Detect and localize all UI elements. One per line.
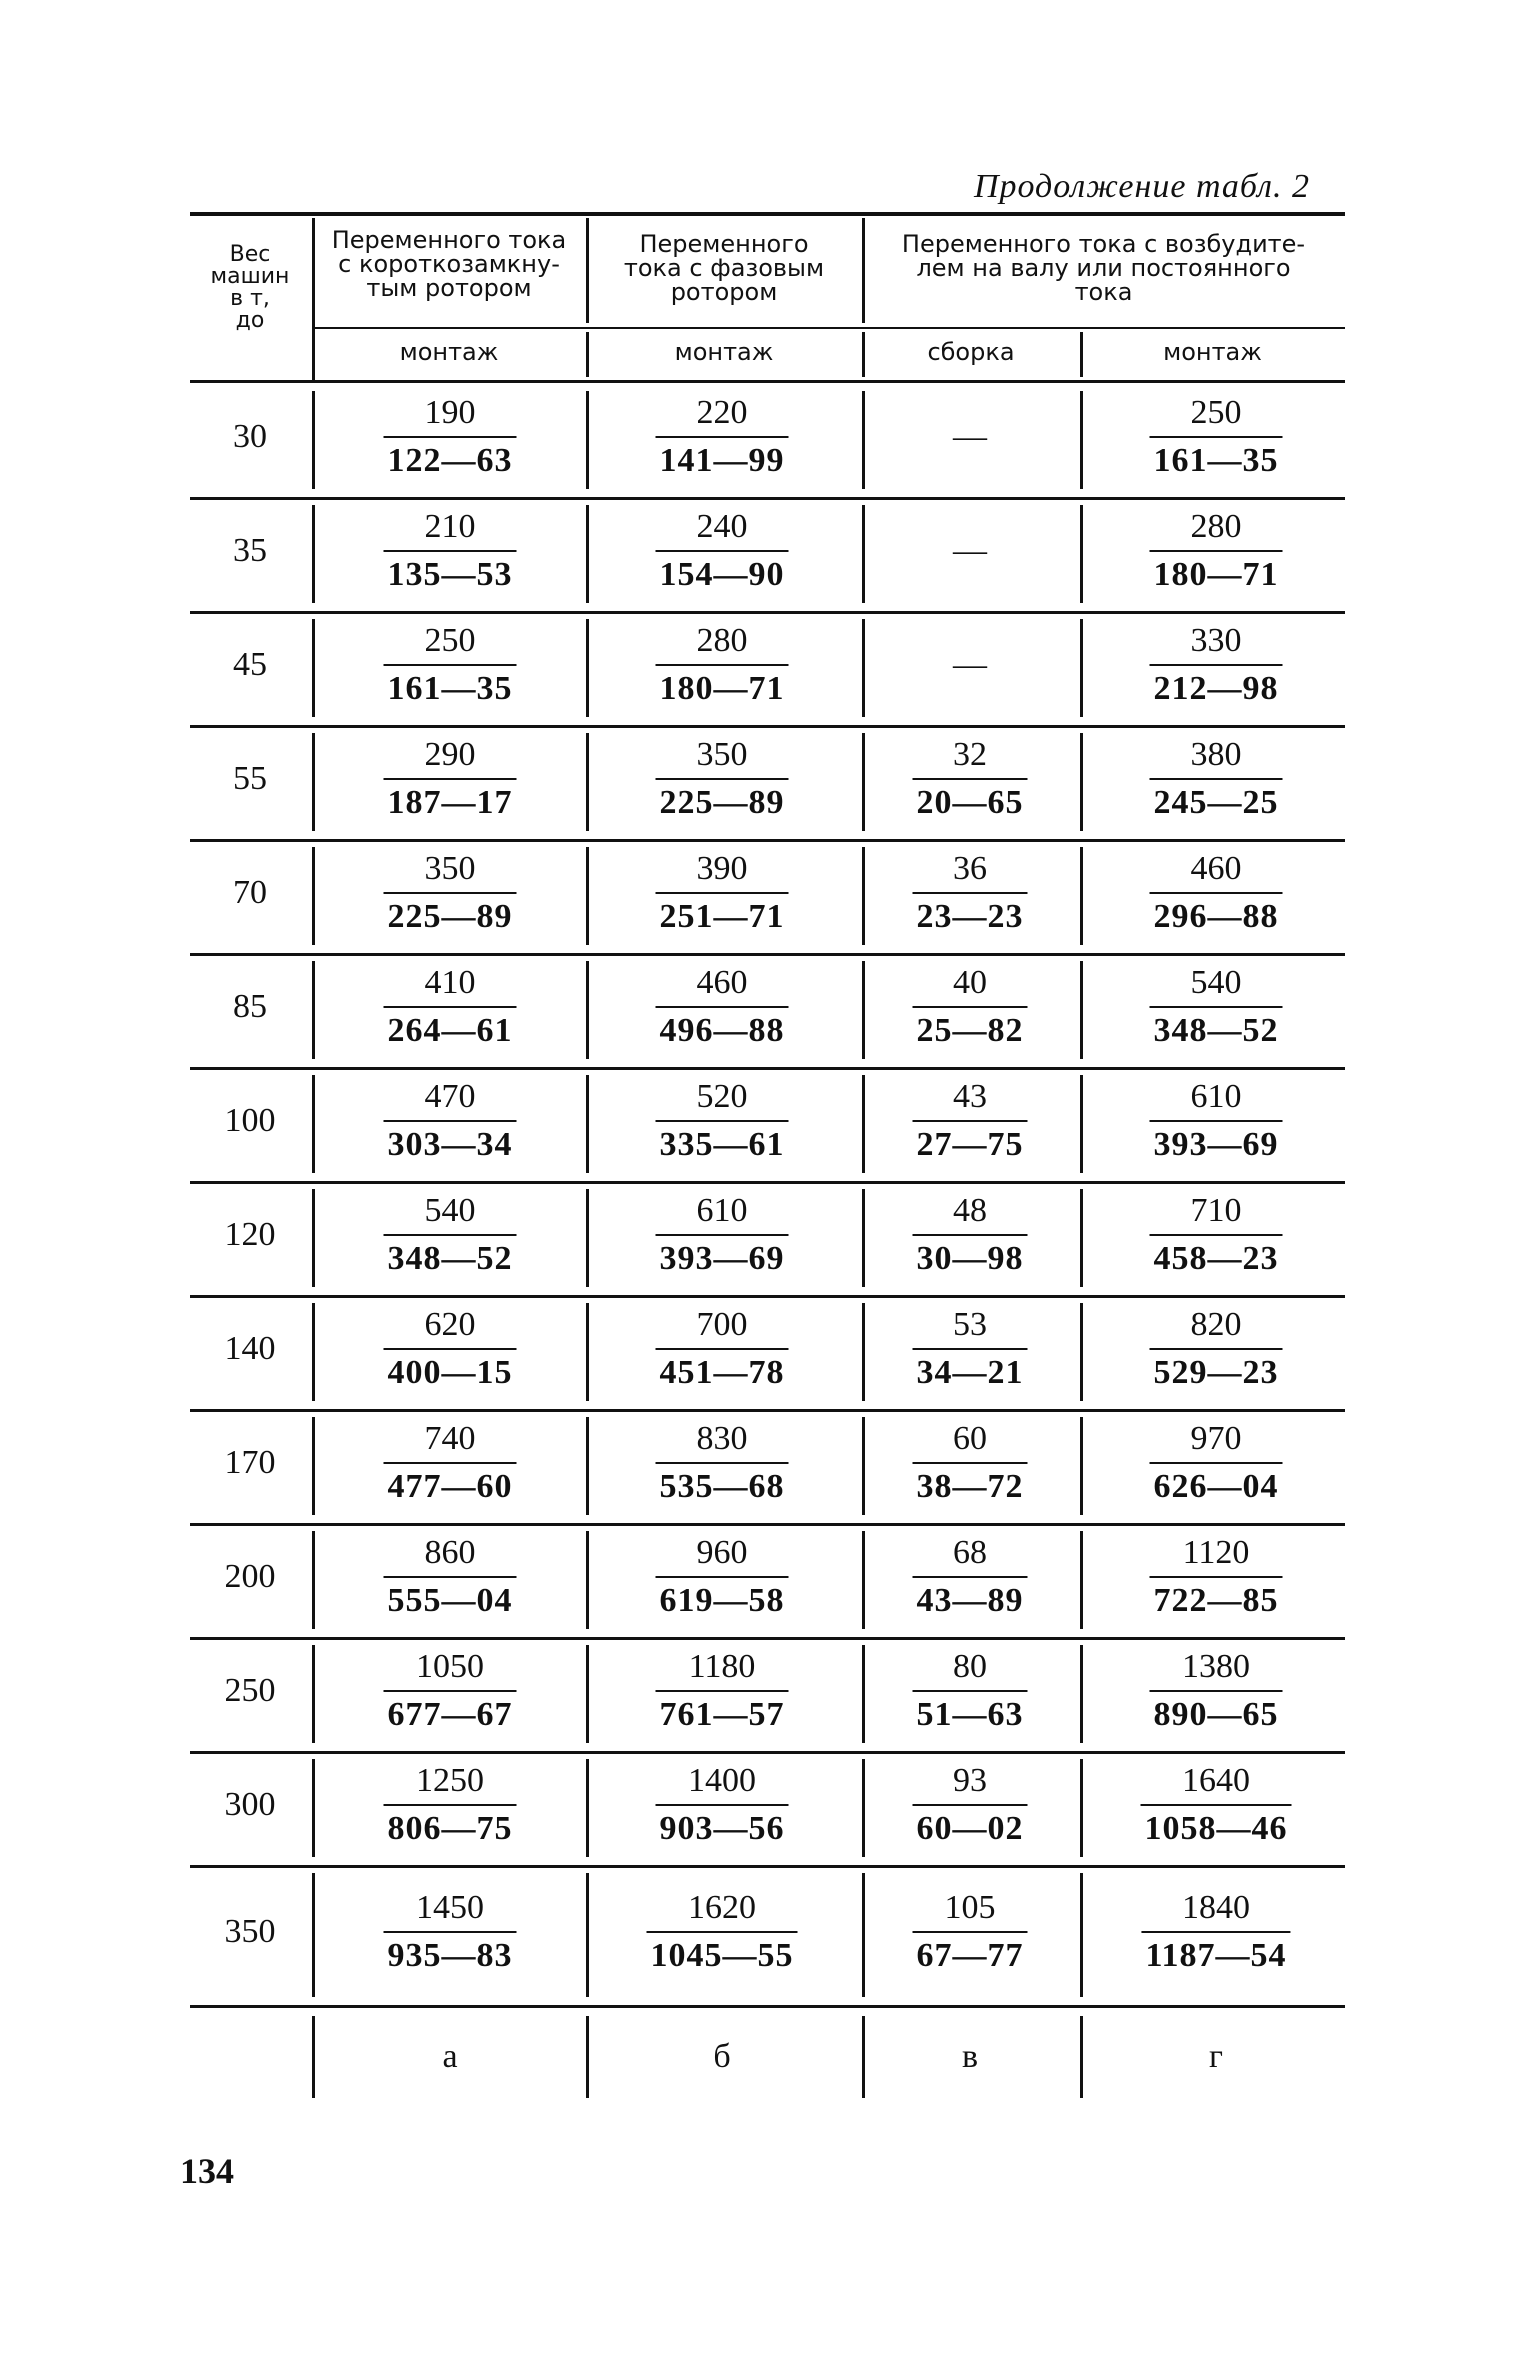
column-divider	[1080, 1303, 1083, 1401]
header-group-a	[312, 228, 586, 300]
column-divider	[586, 1189, 589, 1287]
header-weight	[190, 244, 310, 332]
column-divider	[312, 1531, 315, 1629]
fraction-denominator: 43—89	[913, 1576, 1028, 1620]
subheader-sub_a: монтаж	[399, 338, 499, 366]
fraction-numerator: 740	[424, 1420, 476, 1457]
fraction-numerator: 190	[424, 394, 476, 431]
column-divider	[862, 1075, 865, 1173]
column-divider	[312, 1189, 315, 1287]
fraction-denominator: 187—17	[384, 778, 517, 822]
header-group-b-line: ротором	[670, 278, 778, 306]
column-divider	[312, 733, 315, 831]
fraction-cell-c	[913, 736, 1028, 822]
fraction-numerator: 1620	[688, 1889, 756, 1926]
header-group-a-line: тым ротором	[366, 274, 532, 302]
fraction-numerator: 43	[953, 1078, 987, 1115]
fraction-denominator: 1187—54	[1141, 1931, 1290, 1975]
fraction-denominator: 535—68	[656, 1462, 789, 1506]
fraction-denominator: 806—75	[384, 1804, 517, 1848]
table-top-rule	[190, 212, 1345, 216]
fraction-cell-c	[913, 1420, 1028, 1506]
row-rule	[190, 1067, 1345, 1070]
column-divider	[862, 2016, 865, 2098]
fraction-numerator: 210	[424, 508, 476, 545]
fraction-cell-b	[656, 964, 789, 1050]
fraction-numerator: 280	[1190, 508, 1242, 545]
fraction-denominator: 722—85	[1150, 1576, 1283, 1620]
fraction-cell-d	[1150, 1078, 1283, 1164]
column-divider	[586, 1873, 589, 1997]
fraction-numerator: 390	[696, 850, 748, 887]
fraction-denominator: 27—75	[913, 1120, 1028, 1164]
fraction-numerator: 410	[424, 964, 476, 1001]
fraction-numerator: 290	[424, 736, 476, 773]
fraction-cell-b	[656, 1192, 789, 1278]
column-divider	[586, 1417, 589, 1515]
fraction-numerator: 32	[953, 736, 987, 773]
column-divider	[312, 505, 315, 603]
column-divider	[586, 505, 589, 603]
fraction-cell-d	[1150, 508, 1283, 594]
fraction-numerator: 470	[424, 1078, 476, 1115]
fraction-numerator: 330	[1190, 622, 1242, 659]
weight-cell: 55	[233, 760, 267, 797]
header-bottom-rule	[190, 380, 1345, 383]
fraction-denominator: 122—63	[384, 436, 517, 480]
column-divider	[1080, 961, 1083, 1059]
fraction-numerator: 80	[953, 1648, 987, 1685]
row-rule	[190, 1181, 1345, 1184]
column-divider	[862, 1417, 865, 1515]
fraction-denominator: 393—69	[656, 1234, 789, 1278]
column-divider	[862, 505, 865, 603]
fraction-cell-c	[913, 1889, 1028, 1975]
fraction-denominator: 180—71	[656, 664, 789, 708]
fraction-numerator: 620	[424, 1306, 476, 1343]
fraction-numerator: 250	[424, 622, 476, 659]
column-divider	[1080, 1759, 1083, 1857]
header-group-b	[586, 232, 862, 304]
subheader-sub_c: сборка	[927, 338, 1015, 366]
fraction-cell-b	[647, 1889, 798, 1975]
header-group-a-line: с короткозамкну-	[338, 250, 560, 278]
column-divider	[1080, 1075, 1083, 1173]
fraction-denominator: 51—63	[913, 1690, 1028, 1734]
column-divider	[586, 2016, 589, 2098]
row-rule	[190, 2005, 1345, 2008]
fraction-cell-c	[913, 1762, 1028, 1848]
fraction-numerator: 60	[953, 1420, 987, 1457]
fraction-denominator: 225—89	[384, 892, 517, 936]
fraction-numerator: 380	[1190, 736, 1242, 773]
fraction-cell-d	[1150, 1192, 1283, 1278]
table-caption: Продолжение табл. 2	[973, 168, 1310, 205]
fraction-numerator: 1640	[1182, 1762, 1250, 1799]
fraction-cell-d	[1150, 964, 1283, 1050]
fraction-numerator: 48	[953, 1192, 987, 1229]
fraction-denominator: 60—02	[913, 1804, 1028, 1848]
empty-dash: —	[953, 646, 987, 683]
weight-cell: 300	[224, 1786, 276, 1823]
fraction-numerator: 105	[944, 1889, 996, 1926]
weight-cell: 85	[233, 988, 267, 1025]
fraction-cell-d	[1150, 1420, 1283, 1506]
row-rule	[190, 1409, 1345, 1412]
fraction-numerator: 93	[953, 1762, 987, 1799]
fraction-denominator: 161—35	[384, 664, 517, 708]
header-group-cd	[862, 232, 1345, 304]
column-divider	[586, 733, 589, 831]
fraction-numerator: 280	[696, 622, 748, 659]
column-letter-d: г	[1209, 2038, 1223, 2075]
fraction-denominator: 348—52	[1150, 1006, 1283, 1050]
fraction-numerator: 540	[1190, 964, 1242, 1001]
column-divider	[862, 847, 865, 945]
fraction-cell-b	[656, 1078, 789, 1164]
fraction-numerator: 830	[696, 1420, 748, 1457]
fraction-denominator: 38—72	[913, 1462, 1028, 1506]
row-rule	[190, 611, 1345, 614]
column-letter-b: б	[713, 2038, 731, 2075]
column-divider	[862, 1303, 865, 1401]
column-divider	[1080, 733, 1083, 831]
fraction-denominator: 23—23	[913, 892, 1028, 936]
fraction-cell-b	[656, 1306, 789, 1392]
weight-cell: 70	[233, 874, 267, 911]
fraction-cell-a	[384, 1889, 517, 1975]
column-divider	[862, 1759, 865, 1857]
fraction-denominator: 761—57	[656, 1690, 789, 1734]
column-divider	[586, 619, 589, 717]
fraction-denominator: 529—23	[1150, 1348, 1283, 1392]
header-group-cd-line: лем на валу или постоянного	[916, 254, 1291, 282]
weight-cell: 140	[224, 1330, 276, 1367]
fraction-cell-c	[913, 1534, 1028, 1620]
fraction-numerator: 610	[696, 1192, 748, 1229]
fraction-cell-b	[656, 736, 789, 822]
fraction-denominator: 451—78	[656, 1348, 789, 1392]
column-divider	[1080, 847, 1083, 945]
fraction-numerator: 1380	[1182, 1648, 1250, 1685]
fraction-denominator: 890—65	[1150, 1690, 1283, 1734]
weight-cell: 120	[224, 1216, 276, 1253]
fraction-cell-a	[384, 1420, 517, 1506]
subheader-sub_b: монтаж	[674, 338, 774, 366]
fraction-denominator: 20—65	[913, 778, 1028, 822]
fraction-numerator: 1050	[416, 1648, 484, 1685]
header-group-a-line: Переменного тока	[331, 226, 567, 254]
weight-cell: 250	[224, 1672, 276, 1709]
fraction-numerator: 1450	[416, 1889, 484, 1926]
fraction-denominator: 400—15	[384, 1348, 517, 1392]
column-divider	[312, 1417, 315, 1515]
empty-dash: —	[953, 532, 987, 569]
fraction-numerator: 350	[696, 736, 748, 773]
weight-cell: 35	[233, 532, 267, 569]
fraction-cell-c	[913, 850, 1028, 936]
fraction-denominator: 180—71	[1150, 550, 1283, 594]
column-divider	[862, 961, 865, 1059]
fraction-denominator: 335—61	[656, 1120, 789, 1164]
column-divider	[1080, 1531, 1083, 1629]
row-rule	[190, 725, 1345, 728]
fraction-numerator: 220	[696, 394, 748, 431]
subheader-sub_d: монтаж	[1163, 338, 1262, 366]
fraction-cell-b	[656, 1648, 789, 1734]
column-divider	[1080, 1189, 1083, 1287]
fraction-cell-a	[384, 964, 517, 1050]
column-divider	[586, 961, 589, 1059]
fraction-numerator: 540	[424, 1192, 476, 1229]
page-number: 134	[180, 2151, 234, 2191]
fraction-cell-d	[1150, 1648, 1283, 1734]
fraction-cell-d	[1150, 736, 1283, 822]
fraction-cell-d	[1150, 1534, 1283, 1620]
fraction-cell-b	[656, 850, 789, 936]
fraction-numerator: 610	[1190, 1078, 1242, 1115]
column-divider	[1080, 619, 1083, 717]
header-weight-line: в т,	[230, 286, 270, 311]
fraction-denominator: 296—88	[1150, 892, 1283, 936]
fraction-denominator: 141—99	[656, 436, 789, 480]
row-rule	[190, 839, 1345, 842]
column-divider	[312, 2016, 315, 2098]
column-divider	[586, 1075, 589, 1173]
fraction-cell-c	[913, 964, 1028, 1050]
row-rule	[190, 1295, 1345, 1298]
fraction-cell-b	[656, 1420, 789, 1506]
column-divider	[1080, 2016, 1083, 2098]
column-divider	[312, 1645, 315, 1743]
fraction-cell-d	[1150, 394, 1283, 480]
fraction-numerator: 970	[1190, 1420, 1242, 1457]
column-divider	[586, 1759, 589, 1857]
fraction-numerator: 1120	[1182, 1534, 1250, 1571]
weight-cell: 45	[233, 646, 267, 683]
weight-cell: 200	[224, 1558, 276, 1595]
weight-cell: 170	[224, 1444, 276, 1481]
column-divider	[312, 1873, 315, 1997]
fraction-cell-a	[384, 1534, 517, 1620]
column-divider	[862, 1189, 865, 1287]
column-divider	[586, 847, 589, 945]
fraction-cell-b	[656, 1534, 789, 1620]
fraction-cell-c	[913, 1306, 1028, 1392]
fraction-numerator: 860	[424, 1534, 476, 1571]
fraction-cell-a	[384, 850, 517, 936]
header-mid-rule	[312, 327, 1345, 329]
fraction-cell-d	[1150, 850, 1283, 936]
row-rule	[190, 1865, 1345, 1868]
fraction-denominator: 477—60	[384, 1462, 517, 1506]
fraction-denominator: 225—89	[656, 778, 789, 822]
fraction-cell-c	[913, 1648, 1028, 1734]
fraction-denominator: 30—98	[913, 1234, 1028, 1278]
column-divider	[586, 1645, 589, 1743]
header-group-cd-line: Переменного тока с возбудите-	[901, 230, 1306, 258]
fraction-numerator: 820	[1190, 1306, 1242, 1343]
fraction-numerator: 36	[953, 850, 987, 887]
fraction-denominator: 212—98	[1150, 664, 1283, 708]
fraction-cell-d	[1141, 1762, 1292, 1848]
column-divider	[312, 961, 315, 1059]
column-divider	[312, 1303, 315, 1401]
fraction-denominator: 1058—46	[1141, 1804, 1292, 1848]
fraction-denominator: 161—35	[1150, 436, 1283, 480]
fraction-numerator: 710	[1190, 1192, 1242, 1229]
fraction-cell-a	[384, 508, 517, 594]
column-divider	[862, 391, 865, 489]
column-divider	[586, 391, 589, 489]
fraction-denominator: 1045—55	[647, 1931, 798, 1975]
fraction-numerator: 53	[953, 1306, 987, 1343]
column-divider	[862, 1873, 865, 1997]
fraction-numerator: 240	[696, 508, 748, 545]
column-divider	[312, 619, 315, 717]
fraction-numerator: 68	[953, 1534, 987, 1571]
weight-cell: 100	[224, 1102, 276, 1139]
header-group-cd-line: тока	[1074, 278, 1133, 306]
header-weight-line: машин	[210, 264, 290, 289]
fraction-numerator: 250	[1190, 394, 1242, 431]
column-divider	[862, 619, 865, 717]
fraction-denominator: 677—67	[384, 1690, 517, 1734]
column-divider	[312, 1759, 315, 1857]
column-divider	[1080, 1645, 1083, 1743]
fraction-denominator: 393—69	[1150, 1120, 1283, 1164]
fraction-cell-c	[913, 1078, 1028, 1164]
row-rule	[190, 953, 1345, 956]
fraction-cell-a	[384, 1078, 517, 1164]
fraction-numerator: 1250	[416, 1762, 484, 1799]
fraction-cell-a	[384, 1192, 517, 1278]
row-rule	[190, 497, 1345, 500]
fraction-cell-d	[1141, 1889, 1290, 1975]
column-letter-a: а	[442, 2038, 458, 2075]
fraction-cell-a	[384, 736, 517, 822]
fraction-cell-a	[384, 1762, 517, 1848]
column-divider	[1080, 505, 1083, 603]
column-letter-c: в	[961, 2038, 979, 2075]
fraction-numerator: 520	[696, 1078, 748, 1115]
fraction-numerator: 350	[424, 850, 476, 887]
row-rule	[190, 1751, 1345, 1754]
fraction-denominator: 67—77	[913, 1931, 1028, 1975]
column-divider	[862, 733, 865, 831]
fraction-denominator: 264—61	[384, 1006, 517, 1050]
header-weight-line: до	[235, 308, 265, 333]
column-divider	[312, 847, 315, 945]
column-divider	[312, 391, 315, 489]
fraction-numerator: 1840	[1182, 1889, 1250, 1926]
header-group-b-line: тока с фазовым	[623, 254, 825, 282]
fraction-numerator: 960	[696, 1534, 748, 1571]
fraction-cell-c	[913, 1192, 1028, 1278]
fraction-denominator: 25—82	[913, 1006, 1028, 1050]
fraction-cell-a	[384, 394, 517, 480]
fraction-denominator: 154—90	[656, 550, 789, 594]
fraction-numerator: 460	[1190, 850, 1242, 887]
fraction-denominator: 348—52	[384, 1234, 517, 1278]
fraction-denominator: 303—34	[384, 1120, 517, 1164]
empty-dash: —	[953, 418, 987, 455]
column-divider	[862, 1531, 865, 1629]
fraction-denominator: 34—21	[913, 1348, 1028, 1392]
column-divider	[1080, 1417, 1083, 1515]
fraction-denominator: 458—23	[1150, 1234, 1283, 1278]
column-divider	[1080, 391, 1083, 489]
fraction-denominator: 135—53	[384, 550, 517, 594]
weight-cell: 350	[224, 1913, 276, 1950]
fraction-cell-b	[656, 394, 789, 480]
fraction-denominator: 251—71	[656, 892, 789, 936]
fraction-denominator: 555—04	[384, 1576, 517, 1620]
fraction-denominator: 903—56	[656, 1804, 789, 1848]
fraction-numerator: 460	[696, 964, 748, 1001]
fraction-denominator: 626—04	[1150, 1462, 1283, 1506]
fraction-cell-a	[384, 1648, 517, 1734]
column-divider	[586, 1531, 589, 1629]
column-divider	[312, 1075, 315, 1173]
fraction-denominator: 619—58	[656, 1576, 789, 1620]
fraction-cell-d	[1150, 1306, 1283, 1392]
fraction-denominator: 496—88	[656, 1006, 789, 1050]
fraction-cell-a	[384, 1306, 517, 1392]
column-divider	[1080, 1873, 1083, 1997]
row-rule	[190, 1523, 1345, 1526]
fraction-denominator: 935—83	[384, 1931, 517, 1975]
weight-cell: 30	[233, 418, 267, 455]
column-divider	[586, 1303, 589, 1401]
fraction-cell-d	[1150, 622, 1283, 708]
fraction-cell-b	[656, 1762, 789, 1848]
fraction-cell-b	[656, 508, 789, 594]
fraction-cell-b	[656, 622, 789, 708]
column-divider	[862, 1645, 865, 1743]
row-rule	[190, 1637, 1345, 1640]
header-weight-line: Вес	[229, 242, 271, 267]
fraction-numerator: 1180	[688, 1648, 756, 1685]
fraction-numerator: 700	[696, 1306, 748, 1343]
header-group-b-line: Переменного	[639, 230, 809, 258]
fraction-cell-a	[384, 622, 517, 708]
fraction-numerator: 1400	[688, 1762, 756, 1799]
fraction-numerator: 40	[953, 964, 987, 1001]
fraction-denominator: 245—25	[1150, 778, 1283, 822]
